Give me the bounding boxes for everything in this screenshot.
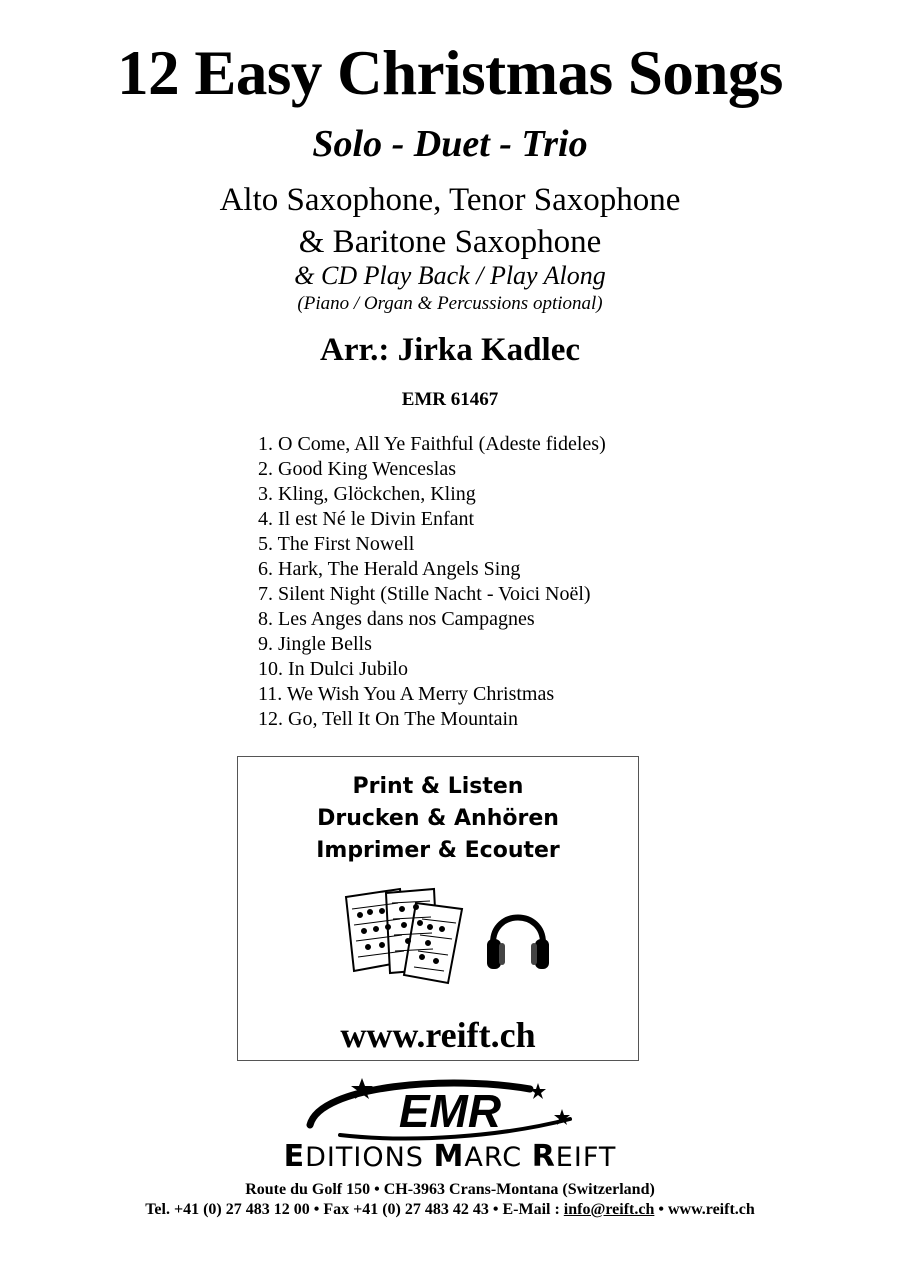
song-item: 9. Jingle Bells — [258, 633, 372, 655]
arranger: Arr.: Jirka Kadlec — [320, 332, 580, 368]
song-item: 5. The First Nowell — [258, 533, 415, 555]
instruments-line-2: & Baritone Saxophone — [298, 224, 602, 260]
promo-line-german: Drucken & Anhören — [317, 806, 559, 831]
publisher-word: EIFT — [555, 1142, 617, 1173]
song-item: 6. Hark, The Herald Angels Sing — [258, 558, 521, 580]
song-item: 4. Il est Né le Divin Enfant — [258, 508, 475, 530]
publisher-contact — [0, 1200, 900, 1220]
song-item: 11. We Wish You A Merry Christmas — [258, 683, 555, 705]
email-link[interactable]: info@reift.ch — [563, 1201, 655, 1218]
catalog-number: EMR 61467 — [401, 389, 499, 410]
song-item: 10. In Dulci Jubilo — [258, 658, 408, 680]
optional-line: (Piano / Organ & Percussions optional) — [297, 293, 603, 314]
headphones-icon — [483, 897, 553, 977]
publisher-word: DITIONS — [305, 1142, 434, 1173]
logo-text: EMR — [398, 1085, 502, 1137]
song-item: 7. Silent Night (Stille Nacht - Voici Noël) — [258, 583, 591, 605]
song-list — [258, 432, 606, 732]
sheet-music-icon — [338, 885, 468, 985]
publisher-letter: M — [433, 1139, 465, 1174]
contact-separator: • — [654, 1201, 668, 1218]
subtitle: Solo - Duet - Trio — [312, 123, 588, 165]
instruments-line-1: Alto Saxophone, Tenor Saxophone — [219, 182, 681, 218]
publisher-name — [0, 1140, 900, 1175]
song-item: 2. Good King Wenceslas — [258, 458, 456, 480]
page-title: 12 Easy Christmas Songs — [117, 38, 783, 108]
promo-line-french: Imprimer & Ecouter — [316, 838, 560, 863]
emr-logo — [300, 1075, 590, 1145]
publisher-letter: E — [283, 1139, 306, 1174]
publisher-address: Route du Golf 150 • CH-3963 Crans-Montana (Switzerland) — [245, 1181, 655, 1198]
contact-phone-fax: Tel. +41 (0) 27 483 12 00 • Fax +41 (0) 27 483 42 43 • E-Mail : — [145, 1201, 564, 1218]
website-link[interactable]: www.reift.ch — [667, 1201, 755, 1218]
publisher-word: ARC — [464, 1142, 532, 1173]
promo-website[interactable]: www.reift.ch — [340, 1015, 536, 1055]
song-item: 3. Kling, Glöckchen, Kling — [258, 483, 476, 505]
publisher-letter: R — [531, 1139, 556, 1174]
print-listen-box — [237, 756, 639, 1061]
cd-line: & CD Play Back / Play Along — [294, 261, 606, 290]
promo-line-english: Print & Listen — [352, 774, 524, 799]
song-item: 8. Les Anges dans nos Campagnes — [258, 608, 535, 630]
song-item: 12. Go, Tell It On The Mountain — [258, 708, 519, 730]
song-item: 1. O Come, All Ye Faithful (Adeste fideles) — [258, 433, 606, 455]
